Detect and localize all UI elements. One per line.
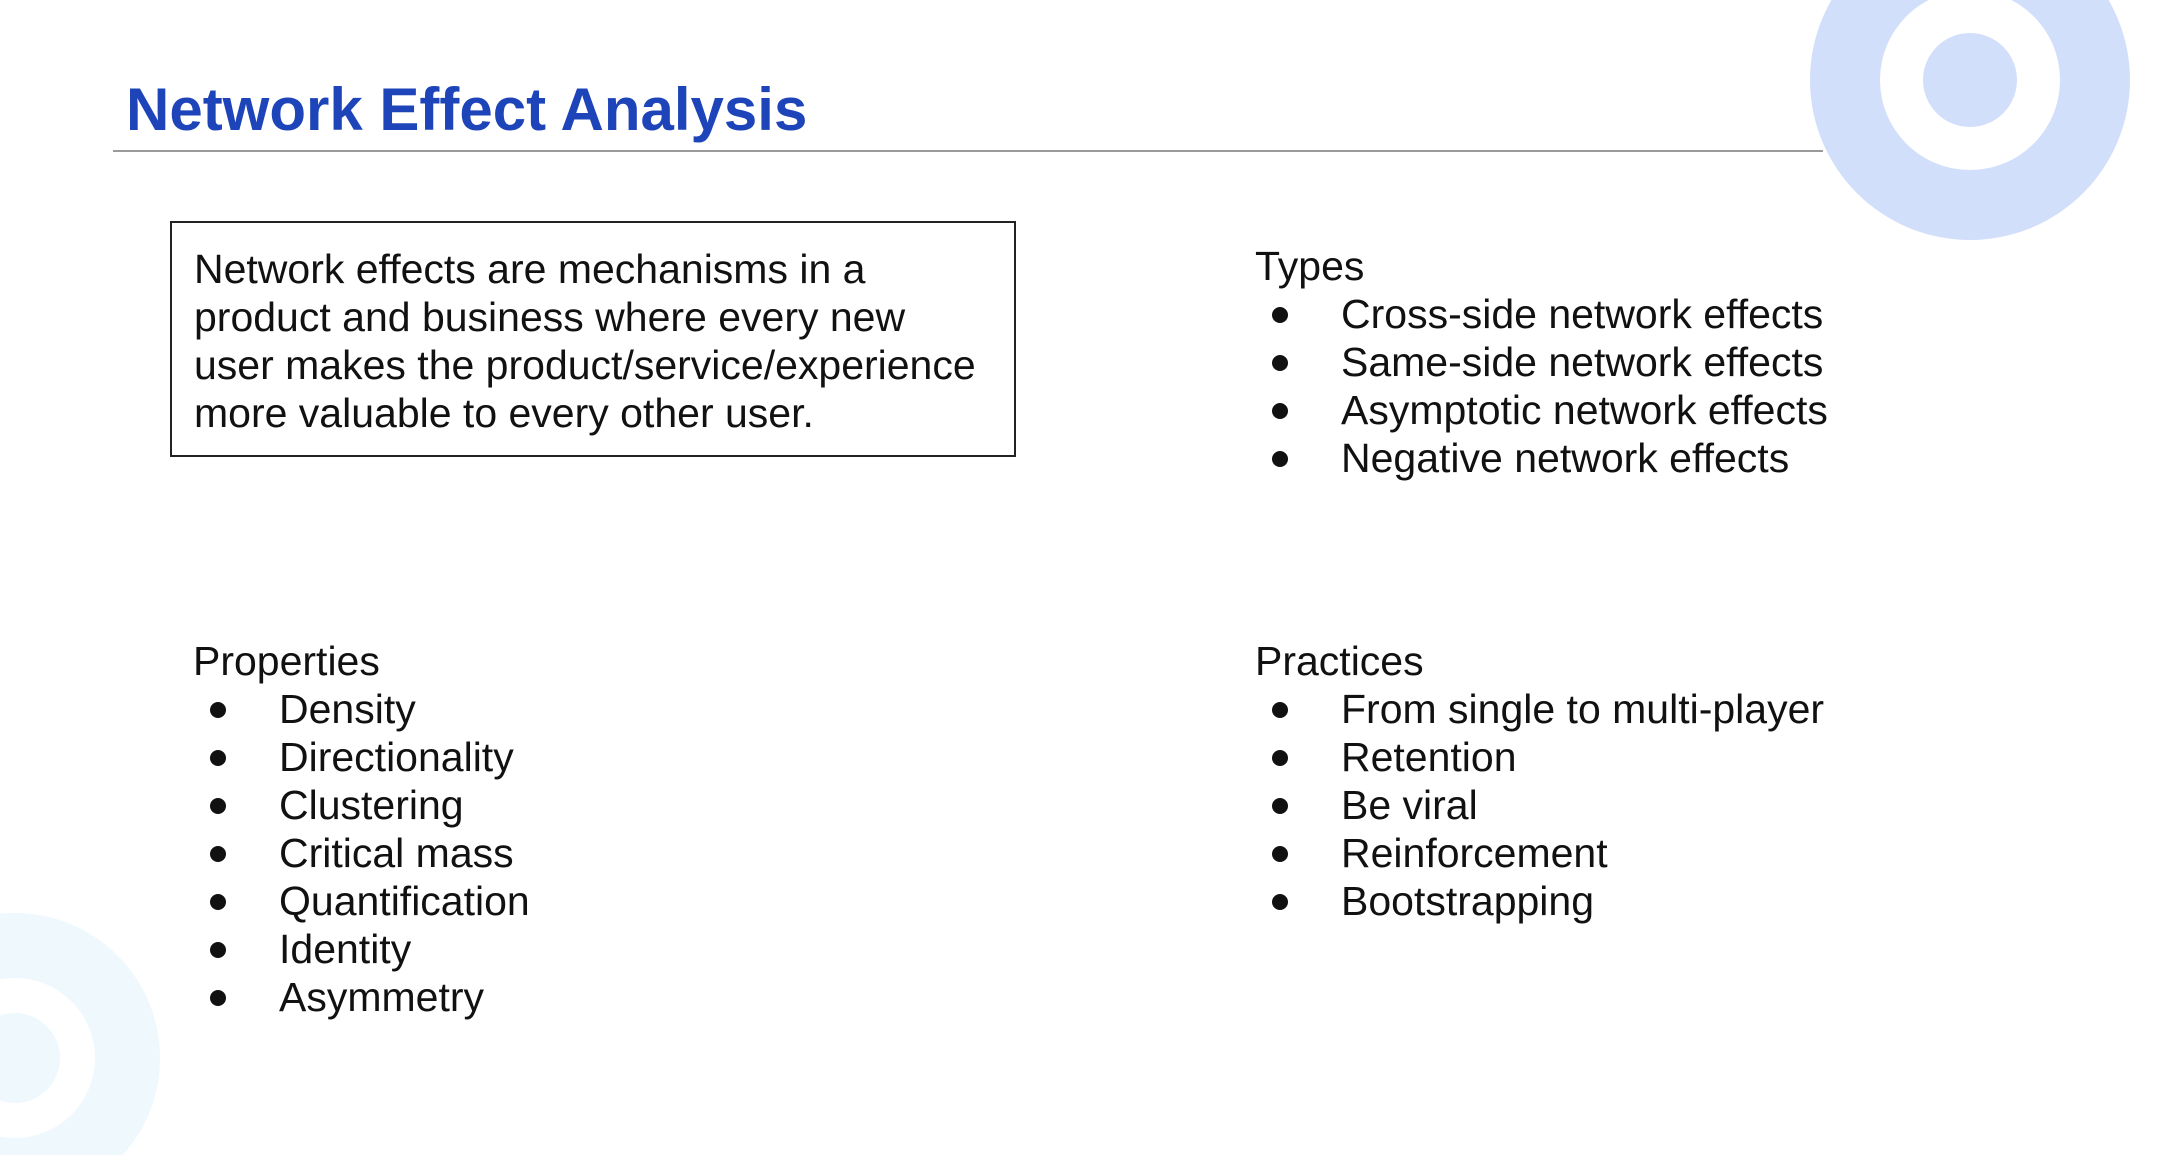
- practices-section: [1255, 637, 1824, 925]
- list-item: [1255, 338, 1828, 386]
- list-item: [1255, 877, 1824, 925]
- ring-inner-circle: [1923, 33, 2017, 127]
- list-item-label: Be viral: [1341, 782, 1478, 828]
- bullet-icon: [210, 798, 226, 814]
- bullet-icon: [1272, 750, 1288, 766]
- bullet-icon: [210, 702, 226, 718]
- list-item-label: From single to multi-player: [1341, 686, 1825, 732]
- bullet-icon: [210, 990, 226, 1006]
- list-item-label: Asymptotic network effects: [1341, 387, 1828, 433]
- list-item-label: Retention: [1341, 734, 1517, 780]
- slide-title: Network Effect Analysis: [126, 76, 808, 143]
- list-item: [193, 973, 530, 1021]
- practices-heading: Practices: [1255, 638, 1424, 684]
- list-item: [193, 685, 530, 733]
- list-item-label: Bootstrapping: [1341, 878, 1595, 924]
- list-item-label: Cross-side network effects: [1341, 291, 1824, 337]
- properties-section: [193, 637, 530, 1021]
- bullet-icon: [1272, 307, 1288, 323]
- list-item: [193, 925, 530, 973]
- list-item-label: Asymmetry: [279, 974, 484, 1020]
- bullet-icon: [210, 942, 226, 958]
- properties-list: [193, 685, 530, 1021]
- bullet-icon: [210, 750, 226, 766]
- list-item-label: Reinforcement: [1341, 830, 1608, 876]
- bullet-icon: [1272, 798, 1288, 814]
- bullet-icon: [1272, 702, 1288, 718]
- bullet-icon: [210, 846, 226, 862]
- properties-heading: Properties: [193, 638, 380, 684]
- bullet-icon: [1272, 846, 1288, 862]
- list-item: [193, 781, 530, 829]
- bullet-icon: [1272, 355, 1288, 371]
- types-heading: Types: [1255, 243, 1365, 289]
- types-section: [1255, 242, 1828, 482]
- bullet-icon: [1272, 451, 1288, 467]
- list-item-label: Negative network effects: [1341, 435, 1790, 481]
- list-item-label: Critical mass: [279, 830, 514, 876]
- bullet-icon: [1272, 894, 1288, 910]
- practices-list: [1255, 685, 1824, 925]
- list-item: [1255, 685, 1824, 733]
- list-item-label: Density: [279, 686, 416, 732]
- list-item: [1255, 829, 1824, 877]
- list-item: [193, 733, 530, 781]
- types-list: [1255, 290, 1828, 482]
- list-item-label: Same-side network effects: [1341, 339, 1824, 385]
- list-item: [193, 829, 530, 877]
- list-item-label: Clustering: [279, 782, 464, 828]
- list-item-label: Directionality: [279, 734, 514, 780]
- title-divider: [113, 150, 1823, 152]
- list-item-label: Identity: [279, 926, 412, 972]
- definition-box: Network effects are mechanisms in a product and business where every new user makes the product/service/experience more valuable to every other user.: [170, 221, 1016, 457]
- list-item: [1255, 733, 1824, 781]
- bullet-icon: [1272, 403, 1288, 419]
- list-item-label: Quantification: [279, 878, 530, 924]
- bullet-icon: [210, 894, 226, 910]
- list-item: [1255, 434, 1828, 482]
- list-item: [1255, 290, 1828, 338]
- list-item: [193, 877, 530, 925]
- list-item: [1255, 386, 1828, 434]
- list-item: [1255, 781, 1824, 829]
